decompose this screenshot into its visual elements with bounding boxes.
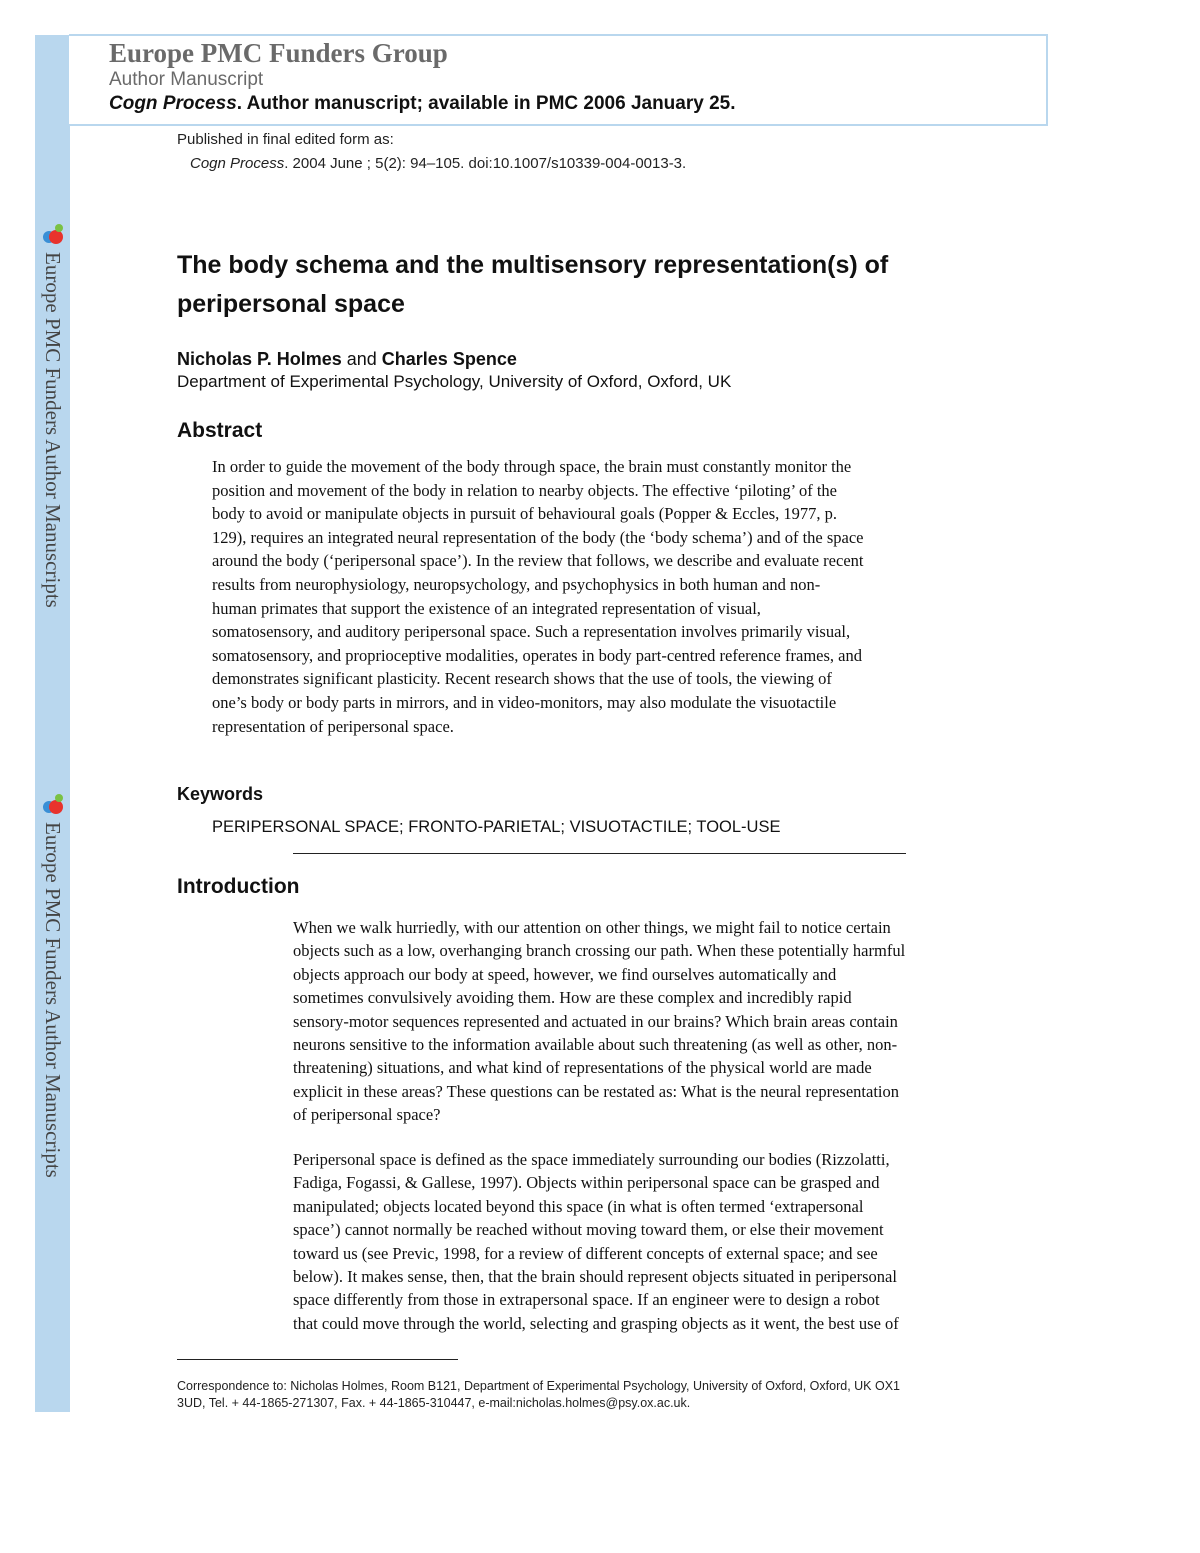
author-name: Nicholas P. Holmes [177,349,342,369]
introduction-paragraph [293,1148,1028,1335]
abstract-heading: Abstract [177,419,263,442]
citation-line [190,155,686,172]
sidebar-manuscript-label: Europe PMC Funders Author Manuscripts [41,822,65,1178]
paragraph-line: objects approach our body at speed, however, we find ourselves automatically and [293,964,837,984]
paragraph-line: manipulated; objects located beyond this space (in what is often termed ‘extrapersonal [293,1196,864,1216]
paragraph-line: below). It makes sense, then, that the brain should represent objects situated in peripersonal [293,1267,897,1287]
author-manuscript-label: Author Manuscript [109,69,264,90]
manuscript-header [69,34,1048,126]
journal-name: Cogn Process [109,93,237,114]
paragraph-line: neurons sensitive to the information available about such threatening (as well as other, non- [293,1035,898,1055]
availability-line [109,93,736,115]
abstract-line: 129), requires an integrated neural representation of the body (the ‘body schema’) and of the space [212,527,864,547]
availability-text: . Author manuscript; available in PMC 2006 January 25. [236,93,736,114]
paragraph-line: space differently from those in extrapersonal space. If an engineer were to design a robot [293,1290,880,1310]
paragraph-line: explicit in these areas? These questions can be restated as: What is the neural representation [293,1081,899,1101]
title-line: The body schema and the multisensory representation(s) of [177,251,889,279]
introduction-paragraph [293,916,1028,1127]
abstract-line: representation of peripersonal space. [212,716,454,736]
author-list [177,349,517,370]
paragraph-line: of peripersonal space? [293,1105,441,1125]
author-name: Charles Spence [381,349,517,369]
affiliation: Department of Experimental Psychology, University of Oxford, Oxford, UK [177,372,732,391]
abstract-line: around the body (‘peripersonal space’). In the review that follows, we describe and evaluate recent [212,551,864,571]
sidebar-manuscript-label: Europe PMC Funders Author Manuscripts [41,252,65,608]
correspondence-footnote [177,1378,1037,1412]
abstract-line: In order to guide the movement of the body through space, the brain must constantly monitor the [212,457,852,476]
keywords-list: PERIPERSONAL SPACE; FRONTO-PARIETAL; VISUOTACTILE; TOOL-USE [212,818,781,836]
keywords-heading: Keywords [177,784,264,804]
paragraph-line: sometimes convulsively avoiding them. How are these complex and incredibly rapid [293,988,852,1008]
citation-details: . 2004 June ; 5(2): 94–105. doi:10.1007/s10339-004-0013-3. [284,155,687,172]
paragraph-line: space’) cannot normally be reached without moving toward them, or else their movement [293,1220,884,1240]
section-divider [293,853,906,854]
abstract-body [212,455,1002,738]
paragraph-line: sensory-motor sequences represented and actuated in our brains? Which brain areas contain [293,1011,898,1031]
footnote-divider [177,1359,458,1360]
paragraph-line: Peripersonal space is defined as the space immediately surrounding our bodies (Rizzolatti, [293,1150,890,1169]
paragraph-line: threatening) situations, and what kind of representations of the physical world are made [293,1058,872,1078]
funders-group-title: Europe PMC Funders Group [109,38,448,68]
sidebar-label-top [37,222,67,662]
abstract-line: one’s body or body parts in mirrors, and in video-monitors, may also modulate the visuotactile [212,692,837,712]
author-conjunction: and [341,349,382,369]
footnote-line: 3UD, Tel. + 44-1865-271307, Fax. + 44-1865-310447, e-mail:nicholas.holmes@psy.ox.ac.uk. [177,1396,691,1410]
paragraph-line: toward us (see Previc, 1998, for a review of different concepts of external space; and see [293,1243,878,1263]
paragraph-line: objects such as a low, overhanging branch crossing our path. When these potentially harmful [293,941,906,961]
sidebar-label-bottom [37,792,67,1232]
europe-pmc-logo-icon [40,792,66,818]
footnote-line: Correspondence to: Nicholas Holmes, Room B121, Department of Experimental Psychology, University of Oxford, Oxford, UK OX1 [177,1379,900,1393]
abstract-line: somatosensory, and proprioceptive modalities, operates in body part-centred reference frames, and [212,645,862,665]
abstract-line: somatosensory, and auditory peripersonal space. Such a representation involves primarily visual, [212,622,851,642]
paragraph-line: When we walk hurriedly, with our attention on other things, we might fail to notice certain [293,918,891,937]
paragraph-line: that could move through the world, selecting and grasping objects as it went, the best use of [293,1313,899,1333]
published-label: Published in final edited form as: [177,131,394,148]
abstract-line: position and movement of the body in relation to nearby objects. The effective ‘piloting’ of the [212,480,838,500]
article-title [177,246,1007,324]
abstract-line: human primates that support the existence of an integrated representation of visual, [212,598,761,618]
abstract-line: body to avoid or manipulate objects in pursuit of behavioural goals (Popper & Eccles, 1977, p. [212,504,838,524]
citation-journal: Cogn Process [190,155,285,172]
europe-pmc-logo-icon [40,222,66,248]
introduction-heading: Introduction [177,875,300,898]
abstract-line: demonstrates significant plasticity. Recent research shows that the use of tools, the viewing of [212,669,832,689]
abstract-line: results from neurophysiology, neuropsychology, and psychophysics in both human and non- [212,574,821,594]
paragraph-line: Fadiga, Fogassi, & Gallese, 1997). Objects within peripersonal space can be grasped and [293,1173,880,1193]
title-line: peripersonal space [177,290,405,318]
